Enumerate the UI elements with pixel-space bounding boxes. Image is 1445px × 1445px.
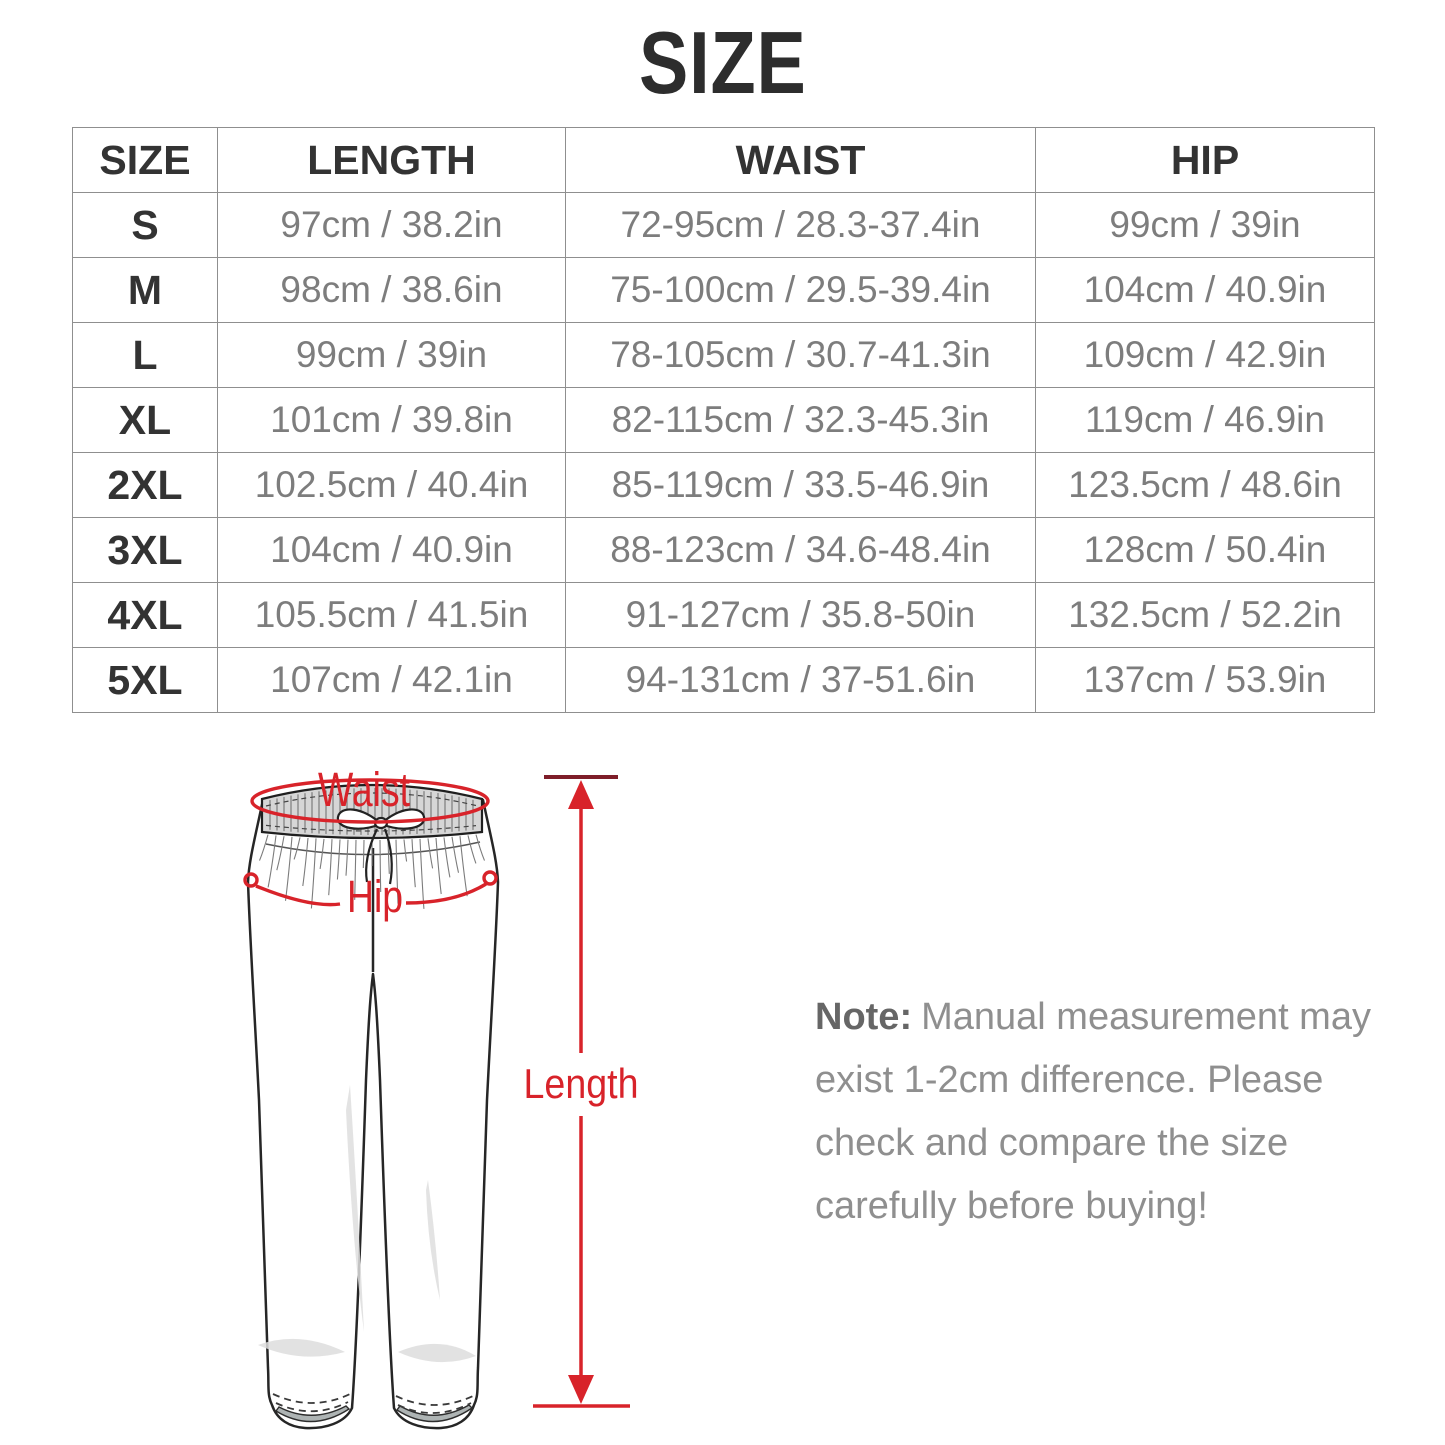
hip-cell: 109cm / 42.9in [1036,323,1375,388]
size-cell: L [73,323,218,388]
note-line: exist 1-2cm difference. Please [815,1059,1324,1101]
length-cell: 101cm / 39.8in [218,388,566,453]
size-table [72,127,1375,713]
note-text: Manual measurement may [921,996,1371,1038]
column-header-hip: HIP [1036,128,1375,193]
size-cell: S [73,193,218,258]
page-title-row [0,8,1445,118]
note-line: check and compare the size [815,1122,1289,1164]
waist-label: Waist [318,764,410,817]
waist-cell: 72-95cm / 28.3-37.4in [566,193,1036,258]
note-line [815,986,1415,1049]
table-header-row [73,128,1375,193]
waist-cell: 94-131cm / 37-51.6in [566,648,1036,713]
note-label: Note: [815,996,913,1038]
hip-cell: 104cm / 40.9in [1036,258,1375,323]
length-cell: 104cm / 40.9in [218,518,566,583]
table-row [73,323,1375,388]
size-cell: 2XL [73,453,218,518]
table-row [73,518,1375,583]
table-row [73,453,1375,518]
hip-cell: 99cm / 39in [1036,193,1375,258]
length-cell: 105.5cm / 41.5in [218,583,566,648]
size-cell: 3XL [73,518,218,583]
table-row [73,258,1375,323]
length-label: Length [523,1060,639,1107]
waist-cell: 91-127cm / 35.8-50in [566,583,1036,648]
column-header-waist: WAIST [566,128,1036,193]
waist-cell: 78-105cm / 30.7-41.3in [566,323,1036,388]
hip-cell: 137cm / 53.9in [1036,648,1375,713]
waist-cell: 88-123cm / 34.6-48.4in [566,518,1036,583]
waist-cell: 82-115cm / 32.3-45.3in [566,388,1036,453]
table-row [73,193,1375,258]
hip-cell: 132.5cm / 52.2in [1036,583,1375,648]
waist-cell: 85-119cm / 33.5-46.9in [566,453,1036,518]
size-cell: XL [73,388,218,453]
size-cell: M [73,258,218,323]
length-cell: 99cm / 39in [218,323,566,388]
length-cell: 102.5cm / 40.4in [218,453,566,518]
note-line: carefully before buying! [815,1185,1208,1227]
size-cell: 4XL [73,583,218,648]
waist-cell: 75-100cm / 29.5-39.4in [566,258,1036,323]
length-cell: 107cm / 42.1in [218,648,566,713]
length-cell: 98cm / 38.6in [218,258,566,323]
table-row [73,648,1375,713]
column-header-size: SIZE [73,128,218,193]
size-table-body [73,193,1375,713]
hip-cell: 128cm / 50.4in [1036,518,1375,583]
hip-cell: 119cm / 46.9in [1036,388,1375,453]
note [815,986,1415,1238]
length-cell: 97cm / 38.2in [218,193,566,258]
table-row [73,388,1375,453]
hip-cell: 123.5cm / 48.6in [1036,453,1375,518]
size-cell: 5XL [73,648,218,713]
page-title: SIZE [638,13,807,112]
table-row [73,583,1375,648]
column-header-length: LENGTH [218,128,566,193]
hip-label: Hip [347,871,403,922]
